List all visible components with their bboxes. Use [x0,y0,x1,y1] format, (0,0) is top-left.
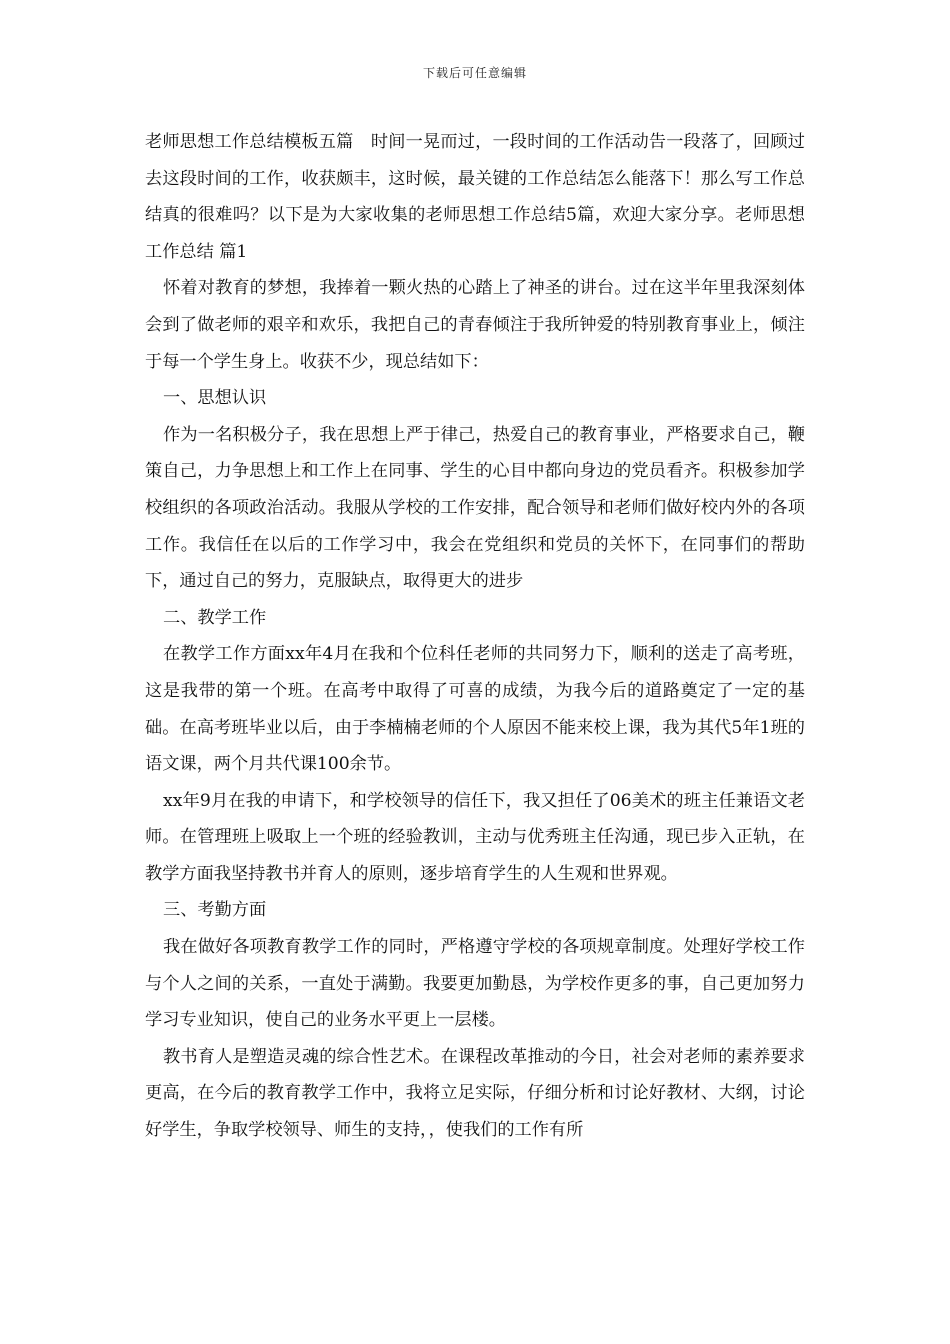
paragraph-6: 教书育人是塑造灵魂的综合性艺术。在课程改革推动的今日，社会对老师的素养要求更高，在今后的教育教学工作中，我将立足实际，仔细分析和讨论好教材、大纲，讨论好学生，争取学校领导、师生的支持，，使我们的工作有所 [145,1046,805,1141]
header-note: 下载后可任意编辑 [422,66,527,80]
paragraph-2: 作为一名积极分子，我在思想上严于律己，热爱自己的教育事业，严格要求自己，鞭策自己，力争思想上和工作上在同事、学生的心目中都向身边的党员看齐。积极参加学校组织的各项政治活动。我服从学校的工作安排，配合领导和老师们做好校内外的各项工作。我信任在以后的工作学习中，我会在党组织和党员的关怀下，在同事们的帮助下，通过自己的努力，克服缺点，取得更大的进步 [145,424,805,592]
section-heading-2: 二、教学工作 [163,607,267,628]
paragraph-4: xx年9月在我的申请下，和学校领导的信任下，我又担任了06美术的班主任兼语文老师。在管理班上吸取上一个班的经验教训，主动与优秀班主任沟通，现已步入正轨，在教学方面我坚持教书并育人的原则，逐步培育学生的人生观和世界观。 [145,790,805,884]
section-heading-3: 三、考勤方面 [163,900,267,921]
paragraph-5: 我在做好各项教育教学工作的同时，严格遵守学校的各项规章制度。处理好学校工作与个人之间的关系，一直处于满勤。我要更加勤恳，为学校作更多的事，自己更加努力学习专业知识，使自己的业务水平更上一层楼。 [145,937,805,1031]
paragraph-3: 在教学工作方面xx年4月在我和个位科任老师的共同努力下，顺利的送走了高考班，这是我带的第一个班。在高考中取得了可喜的成绩，为我今后的道路奠定了一定的基础。在高考班毕业以后，由于李楠楠老师的个人原因不能来校上课，我为其代5年1班的语文课，两个月共代课100余节。 [145,644,805,775]
intro-paragraph: 老师思想工作总结模板五篇 时间一晃而过，一段时间的工作活动告一段落了，回顾过去这段时间的工作，收获颇丰，这时候，最关键的工作总结怎么能落下！那么写工作总结真的很难吗？以下是为大家收集的老师思想工作总结5篇，欢迎大家分享。老师思想工作总结 篇1 [145,132,805,262]
section-heading-1: 一、思想认识 [163,388,267,409]
paragraph-1: 怀着对教育的梦想，我捧着一颗火热的心踏上了神圣的讲台。过在这半年里我深刻体会到了做老师的艰辛和欢乐，我把自己的青春倾注于我所钟爱的特别教育事业上，倾注于每一个学生身上。收获不少，现总结如下： [145,278,805,372]
document-body [145,124,805,1149]
